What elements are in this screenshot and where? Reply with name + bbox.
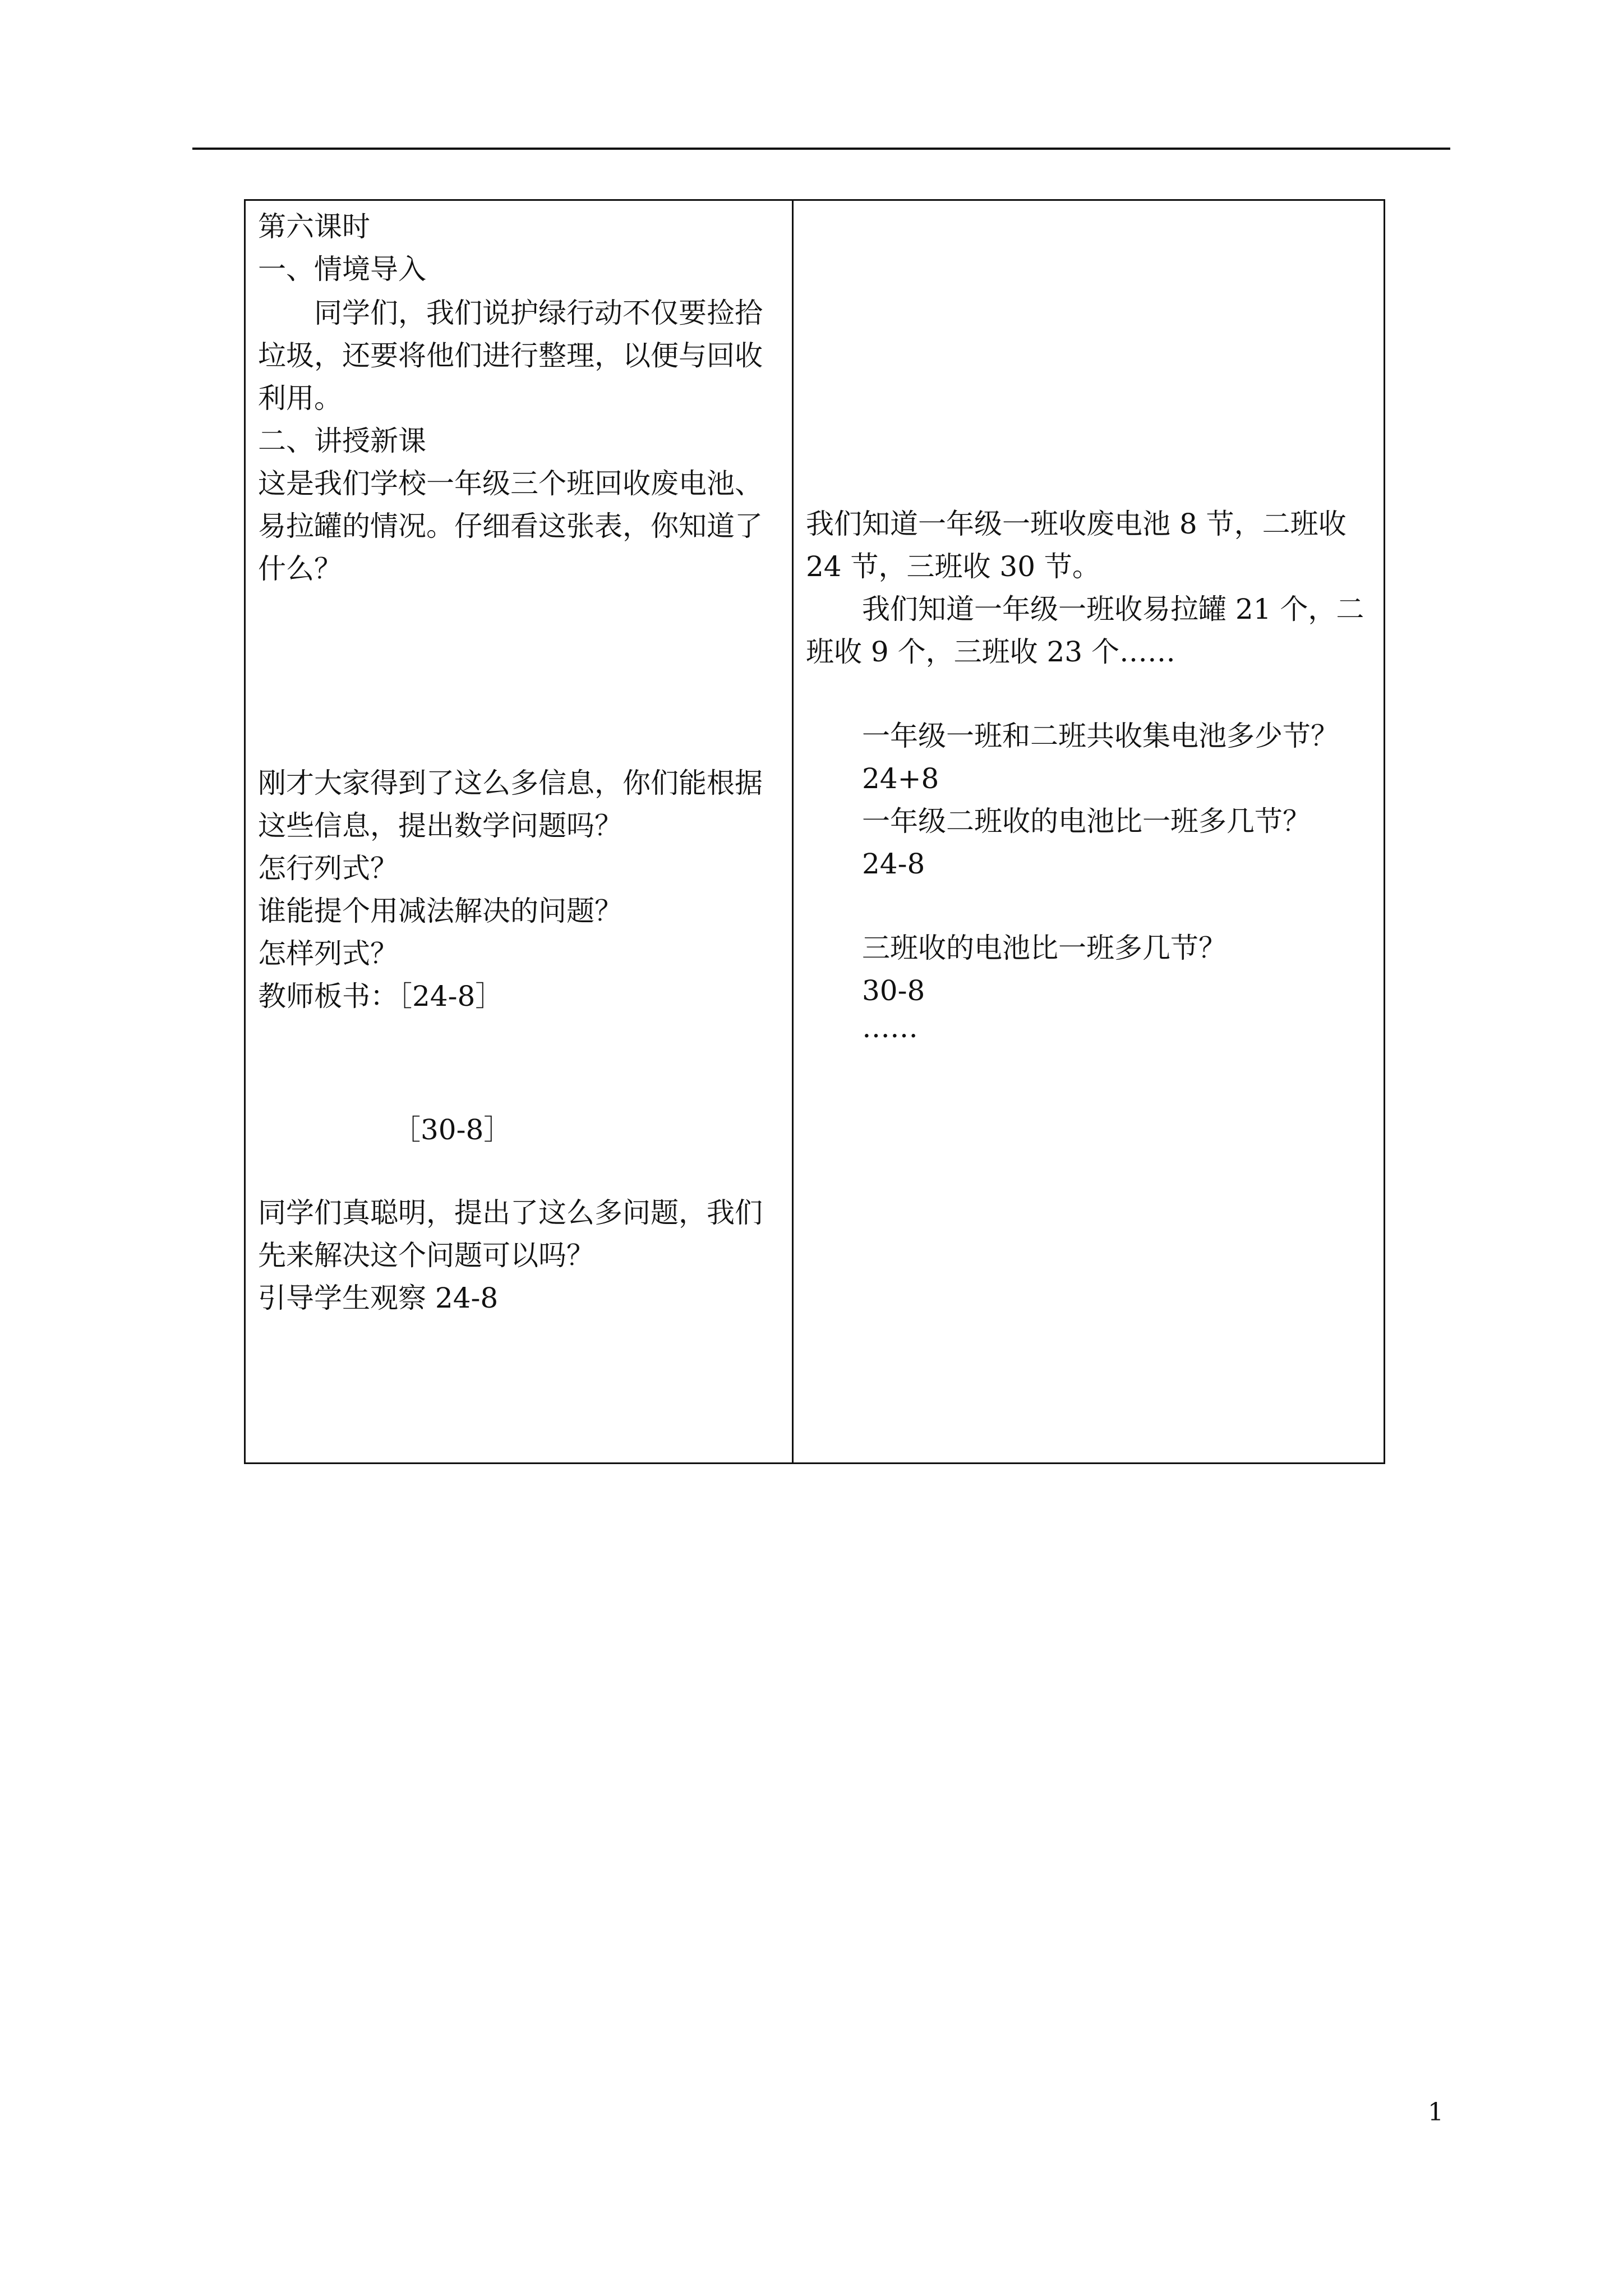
battery-info-line-1: 我们知道一年级一班收废电池 8 节，二班收	[806, 508, 1347, 540]
praise-line-2: 先来解决这个问题可以吗？	[258, 1239, 594, 1272]
section-heading-new-lesson: 二、讲授新课	[258, 425, 426, 457]
intro-paragraph-line-1: 同学们，我们说护绿行动不仅要捡拾	[314, 297, 763, 329]
lesson-title: 第六课时	[258, 210, 370, 243]
lesson-table	[244, 199, 1385, 1464]
praise-line-1: 同学们真聪明，提出了这么多问题，我们	[258, 1197, 763, 1229]
guide-line: 引导学生观察 24-8	[258, 1282, 499, 1314]
answer-3: 30-8	[862, 974, 925, 1007]
board-writing-second: ［30-8］	[393, 1114, 512, 1146]
can-info-line-1: 我们知道一年级一班收易拉罐 21 个，二	[862, 593, 1364, 625]
student-column	[794, 201, 1384, 1462]
teacher-column	[246, 201, 792, 1462]
board-writing: 教师板书：［24-8］	[258, 980, 504, 1013]
question-formula: 怎行列式？	[258, 852, 398, 885]
question-2: 一年级二班收的电池比一班多几节？	[862, 805, 1311, 838]
answer-2: 24-8	[862, 848, 925, 880]
section-heading-intro: 一、情境导入	[258, 253, 426, 286]
page-number: 1	[1428, 2098, 1444, 2127]
table-intro-line-2: 易拉罐的情况。仔细看这张表，你知道了	[258, 510, 763, 542]
prompt-line-1: 刚才大家得到了这么多信息，你们能根据	[258, 767, 763, 799]
question-3: 三班收的电池比一班多几节？	[862, 932, 1227, 964]
question-subtraction: 谁能提个用减法解决的问题？	[258, 895, 623, 927]
table-intro-line-1: 这是我们学校一年级三个班回收废电池、	[258, 467, 763, 500]
header-rule	[192, 148, 1450, 150]
intro-paragraph-line-2: 垃圾，还要将他们进行整理，以便与回收	[258, 339, 763, 372]
question-formula-2: 怎样列式？	[258, 937, 398, 970]
question-1: 一年级一班和二班共收集电池多少节？	[862, 720, 1339, 752]
ellipsis: ……	[862, 1011, 918, 1044]
intro-paragraph-line-3: 利用。	[258, 382, 342, 415]
prompt-line-2: 这些信息，提出数学问题吗？	[258, 809, 623, 842]
can-info-line-2: 班收 9 个，三班收 23 个……	[806, 636, 1176, 668]
answer-1: 24+8	[862, 762, 939, 795]
battery-info-line-2: 24 节，三班收 30 节。	[806, 550, 1100, 583]
table-intro-line-3: 什么？	[258, 553, 342, 585]
